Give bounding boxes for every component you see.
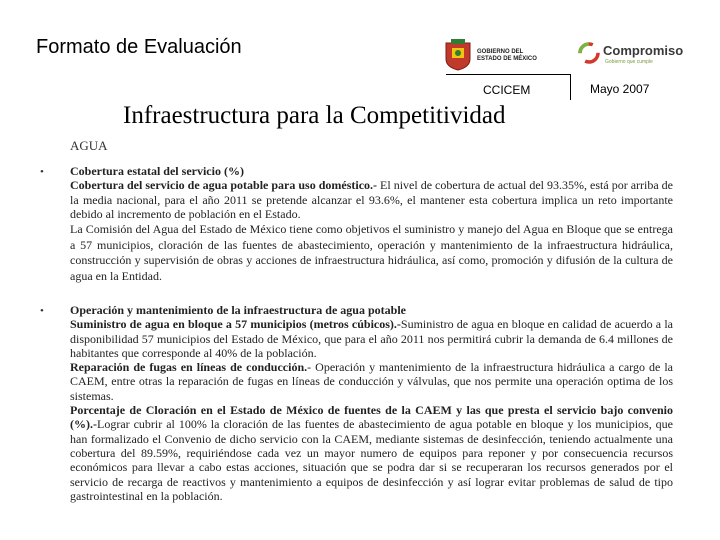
government-logo-text: GOBIERNO DEL ESTADO DE MÉXICO [477,49,537,62]
date-label: Mayo 2007 [590,82,650,96]
bullet-icon: • [40,166,44,178]
compromiso-mark-icon [578,42,600,64]
compromiso-tagline: Gobierno que cumple [605,59,653,65]
bullet-icon: • [40,305,44,317]
item-coverage [70,164,673,284]
item-operation [70,303,673,503]
header-divider-horizontal [446,74,570,75]
compromiso-wordmark: Compromiso [603,43,684,58]
government-logo [443,37,563,71]
section-label: AGUA [70,138,108,153]
header-divider-vertical [570,74,571,100]
compromiso-logo [578,40,688,68]
item-heading: Operación y mantenimiento de la infraestructura de agua potable [70,303,406,317]
item-heading: Cobertura estatal del servicio (%) [70,164,244,178]
item-body: Cobertura del servicio de agua potable para uso doméstico.- El nivel de cobertura de actual del 93.35%, está por arriba de la media nacional, para el año 2011 se pretende alcanzar el 93.6%, el mantener esta cobertura implica un reto importante debido al incremento de población en el Estado. [70,178,674,221]
format-title: Formato de Evaluación [36,36,242,58]
ccicem-label: CCICEM [483,83,531,97]
item-body: Suministro de agua en bloque a 57 municipios (metros cúbicos).-Suministro de agua en bloque en calidad de acuerdo a la disponibilidad 57 municipios del Estado de México, que para el año 2011 nos permitirá cubrir la demanda de 6.4 millones de habitantes que corresponde al 40% de la población. [70,317,674,360]
page-title: Infraestructura para la Competitividad [123,102,506,129]
item-body: Reparación de fugas en líneas de conducción.- Operación y mantenimiento de la infraestructura hidráulica a cargo de la CAEM, entre otras la reparación de fugas en líneas de conducción y válvulas, que nos permite una operación optima de los sistemas. [70,360,673,403]
state-seal-icon [443,37,473,71]
item-paragraph: La Comisión del Agua del Estado de México tiene como objetivos el suministro y manejo del Agua en Bloque que se entrega a 57 municipios, cloración de las fuentes de abastecimiento, operación y mantenimiento de la infraestructura hidráulica, construcción y supervisión de obras y acciones de infraestructura hidráulica, así como, promoción y difusión de la cultura de agua en la Entidad. [70,222,673,283]
item-body: Porcentaje de Cloración en el Estado de México de fuentes de la CAEM y las que presta el servicio bajo convenio (%).-Lograr cubrir al 100% la cloración de las fuentes de abastecimiento de agua potable en bloque y los municipios, que han formalizado el Convenio de dicho servicio con la CAEM, mediante sistemas de desinfección, teniendo actualmente una cobertura del 89.59%, requiriéndose cada vez un mayor numero de equipos para reponer y por consecuencia recursos económicos para llevar a cabo estas acciones, situación que se podra dar si se recuperaran los recursos generados por el servicio de recarga de reactivos y mantenimiento a equipos de desinfección y así lograr evitar problemas de salud de tipo gastrointestinal en la población. [70,403,673,503]
